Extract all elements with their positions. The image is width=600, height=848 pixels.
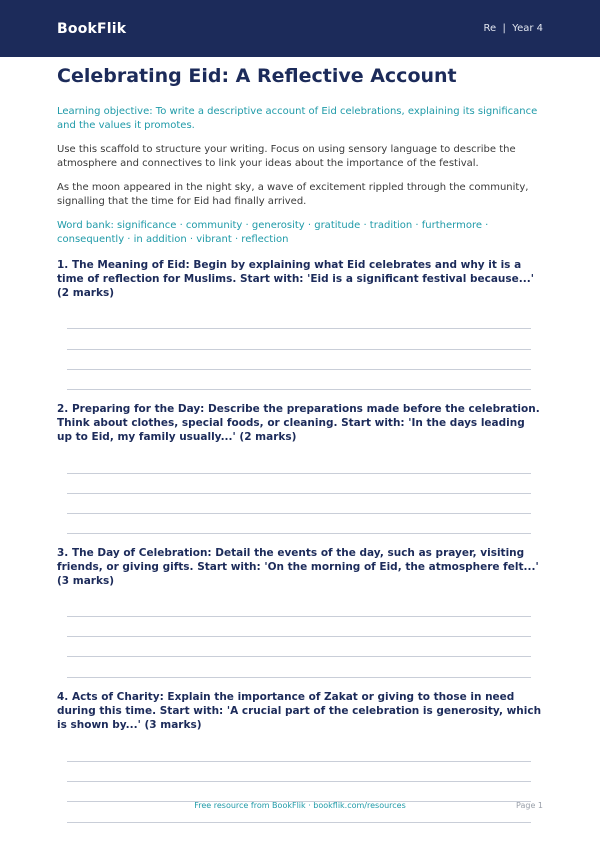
question-1: 1. The Meaning of Eid: Begin by explaining what Eid celebrates and why it is a time of reflection for Muslims. Start with: 'Eid is a significant festival because...' (2 marks) xyxy=(57,259,534,299)
instructions-text: Use this scaffold to structure your writing. Focus on using sensory language to describe the atmosphere and connectives to link your ideas about the importance of the festival. xyxy=(57,144,516,169)
page-header xyxy=(0,0,600,57)
question-block-3 xyxy=(57,546,543,690)
answer-line xyxy=(67,389,531,390)
answer-line xyxy=(67,328,531,329)
model-sentence: As the moon appeared in the night sky, a wave of excitement rippled through the community, signalling that the time for Eid had finally arrived. xyxy=(57,182,529,207)
answer-line xyxy=(67,513,531,514)
answer-line xyxy=(67,616,531,617)
answer-line xyxy=(67,656,531,657)
page-footer xyxy=(57,801,543,815)
worksheet-content xyxy=(57,64,543,828)
answer-lines-1[interactable] xyxy=(57,300,543,402)
subject-year-label: Re | Year 4 xyxy=(483,23,543,34)
answer-line xyxy=(67,761,531,762)
question-block-1 xyxy=(57,258,543,402)
brand-logo-text[interactable]: BookFlik xyxy=(57,20,127,37)
question-block-2 xyxy=(57,402,543,546)
answer-line xyxy=(67,473,531,474)
footer-credit-link[interactable]: Free resource from BookFlik · bookflik.com/resources xyxy=(194,801,406,810)
answer-lines-2[interactable] xyxy=(57,444,543,546)
answer-line xyxy=(67,493,531,494)
answer-line xyxy=(67,349,531,350)
answer-line xyxy=(67,533,531,534)
answer-line xyxy=(67,822,531,823)
question-2: 2. Preparing for the Day: Describe the preparations made before the celebration. Think about clothes, special foods, or cleaning. Start with: 'In the days leading up to Eid, my family usually...' (2 marks) xyxy=(57,403,540,443)
answer-line xyxy=(67,636,531,637)
word-bank: Word bank: significance · community · generosity · gratitude · tradition · furthermore · consequently · in addition · vibrant · reflection xyxy=(57,220,489,245)
answer-line xyxy=(67,369,531,370)
answer-lines-3[interactable] xyxy=(57,588,543,690)
answer-line xyxy=(67,781,531,782)
answer-line xyxy=(67,677,531,678)
page-title: Celebrating Eid: A Reflective Account xyxy=(57,65,457,87)
question-4: 4. Acts of Charity: Explain the importance of Zakat or giving to those in need during this time. Start with: 'A crucial part of the celebration is generosity, which is shown by...' (3 marks) xyxy=(57,691,542,731)
learning-objective: Learning objective: To write a descriptive account of Eid celebrations, explaining its significance and the values it promotes. xyxy=(57,106,538,131)
question-3: 3. The Day of Celebration: Detail the events of the day, such as prayer, visiting friends, or giving gifts. Start with: 'On the morning of Eid, the atmosphere felt...' (3 marks) xyxy=(57,547,539,587)
page-number: Page 1 xyxy=(516,801,543,810)
